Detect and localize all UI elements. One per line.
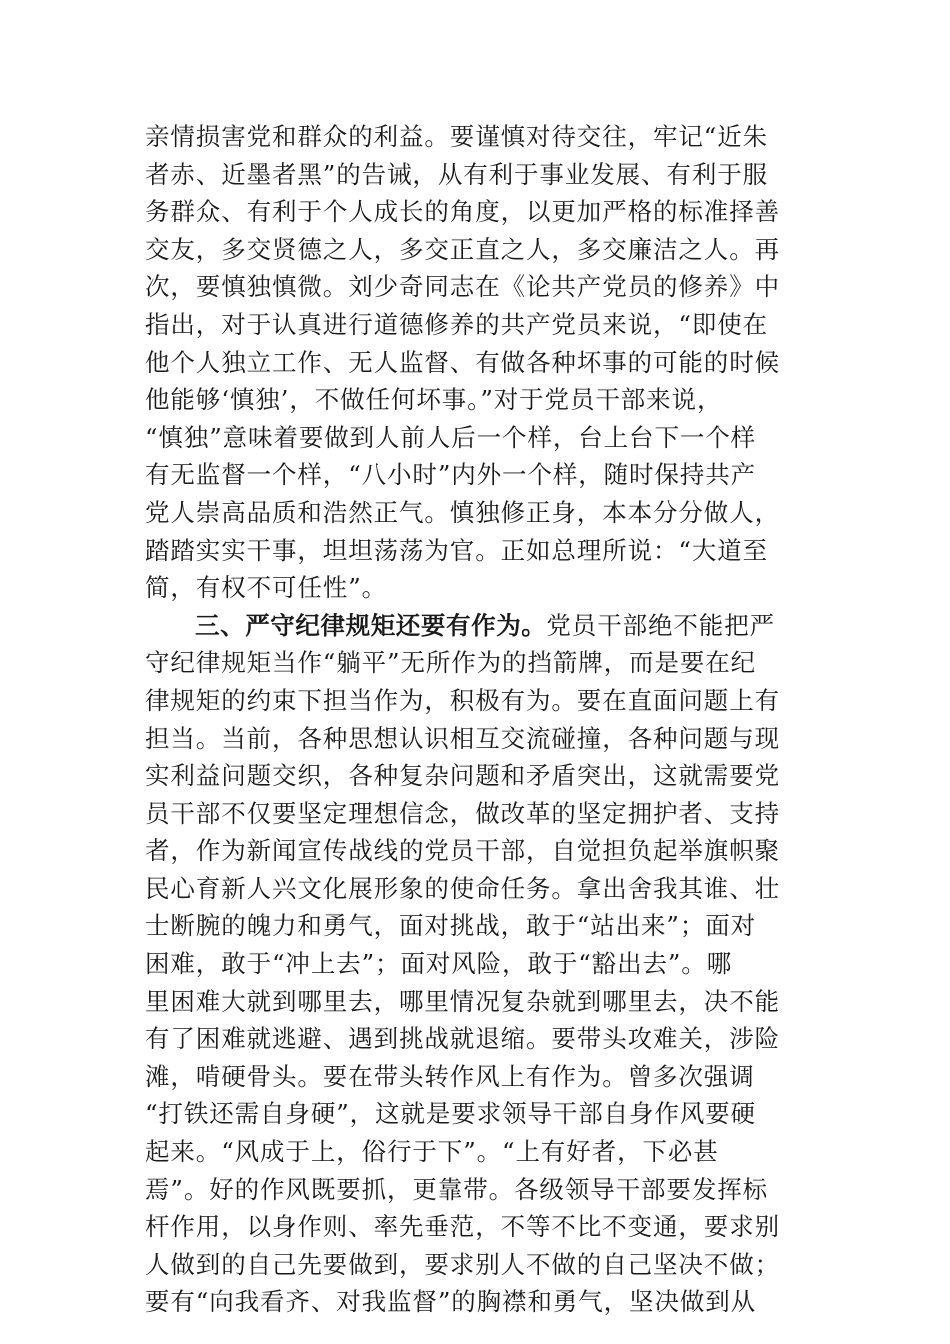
section-first-line-text: 党员干部绝不能把严	[546, 610, 776, 640]
document-body	[145, 118, 810, 1321]
section-first-line	[145, 607, 810, 645]
section-line: 士断腕的魄力和勇气，面对挑战，敢于“站出来”；面对	[145, 911, 757, 941]
section-line: 担当。当前，各种思想认识相互交流碰撞，各种问题与现	[145, 723, 780, 753]
section-line: 有了困难就逃避、遇到挑战就退缩。要带头攻难关，涉险	[145, 1024, 780, 1054]
section-line: 杆作用，以身作则、率先垂范，不等不比不变通，要求别	[145, 1212, 780, 1242]
body-line: 指出，对于认真进行道德修养的共产党员来说，“即使在	[145, 309, 769, 339]
section-line: 要有“向我看齐、对我监督”的胸襟和勇气，坚决做到从	[145, 1287, 757, 1317]
section-line: 滩，啃硬骨头。要在带头转作风上有作为。曾多次强调	[145, 1061, 755, 1091]
section-line: 者，作为新闻宣传战线的党员干部，自觉担负起举旗帜聚	[145, 836, 780, 866]
body-line: 亲情损害党和群众的利益。要谨慎对待交往，牢记“近朱	[145, 122, 769, 151]
section-line: 困难，敢于“冲上去”；面对风险，敢于“豁出去”。哪	[145, 949, 733, 979]
section-heading: 三、严守纪律规矩还要有作为。	[195, 610, 547, 640]
body-line: 者赤、近墨者黑”的告诫，从有利于事业发展、有利于服	[145, 159, 769, 189]
body-line: 务群众、有利于个人成长的角度，以更加严格的标准择善	[145, 197, 780, 227]
section-line: 焉”。好的作风既要抓，更靠带。各级领导干部要发挥标	[145, 1174, 769, 1204]
section-line: 里困难大就到哪里去，哪里情况复杂就到哪里去，决不能	[145, 986, 780, 1016]
section-line: 守纪律规矩当作“躺平”无所作为的挡箭牌，而是要在纪	[145, 648, 757, 678]
section-line: 律规矩的约束下担当作为，积极有为。要在直面问题上有	[145, 685, 780, 715]
body-line: “慎独”意味着要做到人前人后一个样，台上台下一个样	[145, 422, 757, 452]
body-line: 党人崇高品质和浩然正气。慎独修正身，本本分分做人，	[145, 497, 780, 527]
section-line: 民心育新人兴文化展形象的使命任务。拿出舍我其谁、壮	[145, 873, 780, 903]
body-line: 次，要慎独慎微。刘少奇同志在《论共产党员的修养》中	[145, 272, 780, 302]
body-line: 他能够‘慎独’，不做任何坏事。”对于党员干部来说，	[145, 385, 723, 415]
body-line: 踏踏实实干事，坦坦荡荡为官。正如总理所说：“大道至	[145, 535, 769, 565]
section-line: 起来。“风成于上，俗行于下”。“上有好者，下必甚	[145, 1137, 719, 1167]
section-line: “打铁还需自身硬”，这就是要求领导干部自身作风要硬	[145, 1099, 757, 1129]
body-line: 他个人独立工作、无人监督、有做各种坏事的可能的时候	[145, 347, 780, 377]
body-line: 有无监督一个样，“八小时”内外一个样，随时保持共产	[145, 460, 757, 490]
body-line: 交友，多交贤德之人，多交正直之人，多交廉洁之人。再	[145, 234, 780, 264]
body-line: 简，有权不可任性”。	[145, 573, 388, 603]
section-line: 实利益问题交织，各种复杂问题和矛盾突出，这就需要党	[145, 761, 780, 791]
section-line: 人做到的自己先要做到，要求别人不做的自己坚决不做；	[145, 1249, 780, 1279]
section-line: 员干部不仅要坚定理想信念，做改革的坚定拥护者、支持	[145, 798, 780, 828]
